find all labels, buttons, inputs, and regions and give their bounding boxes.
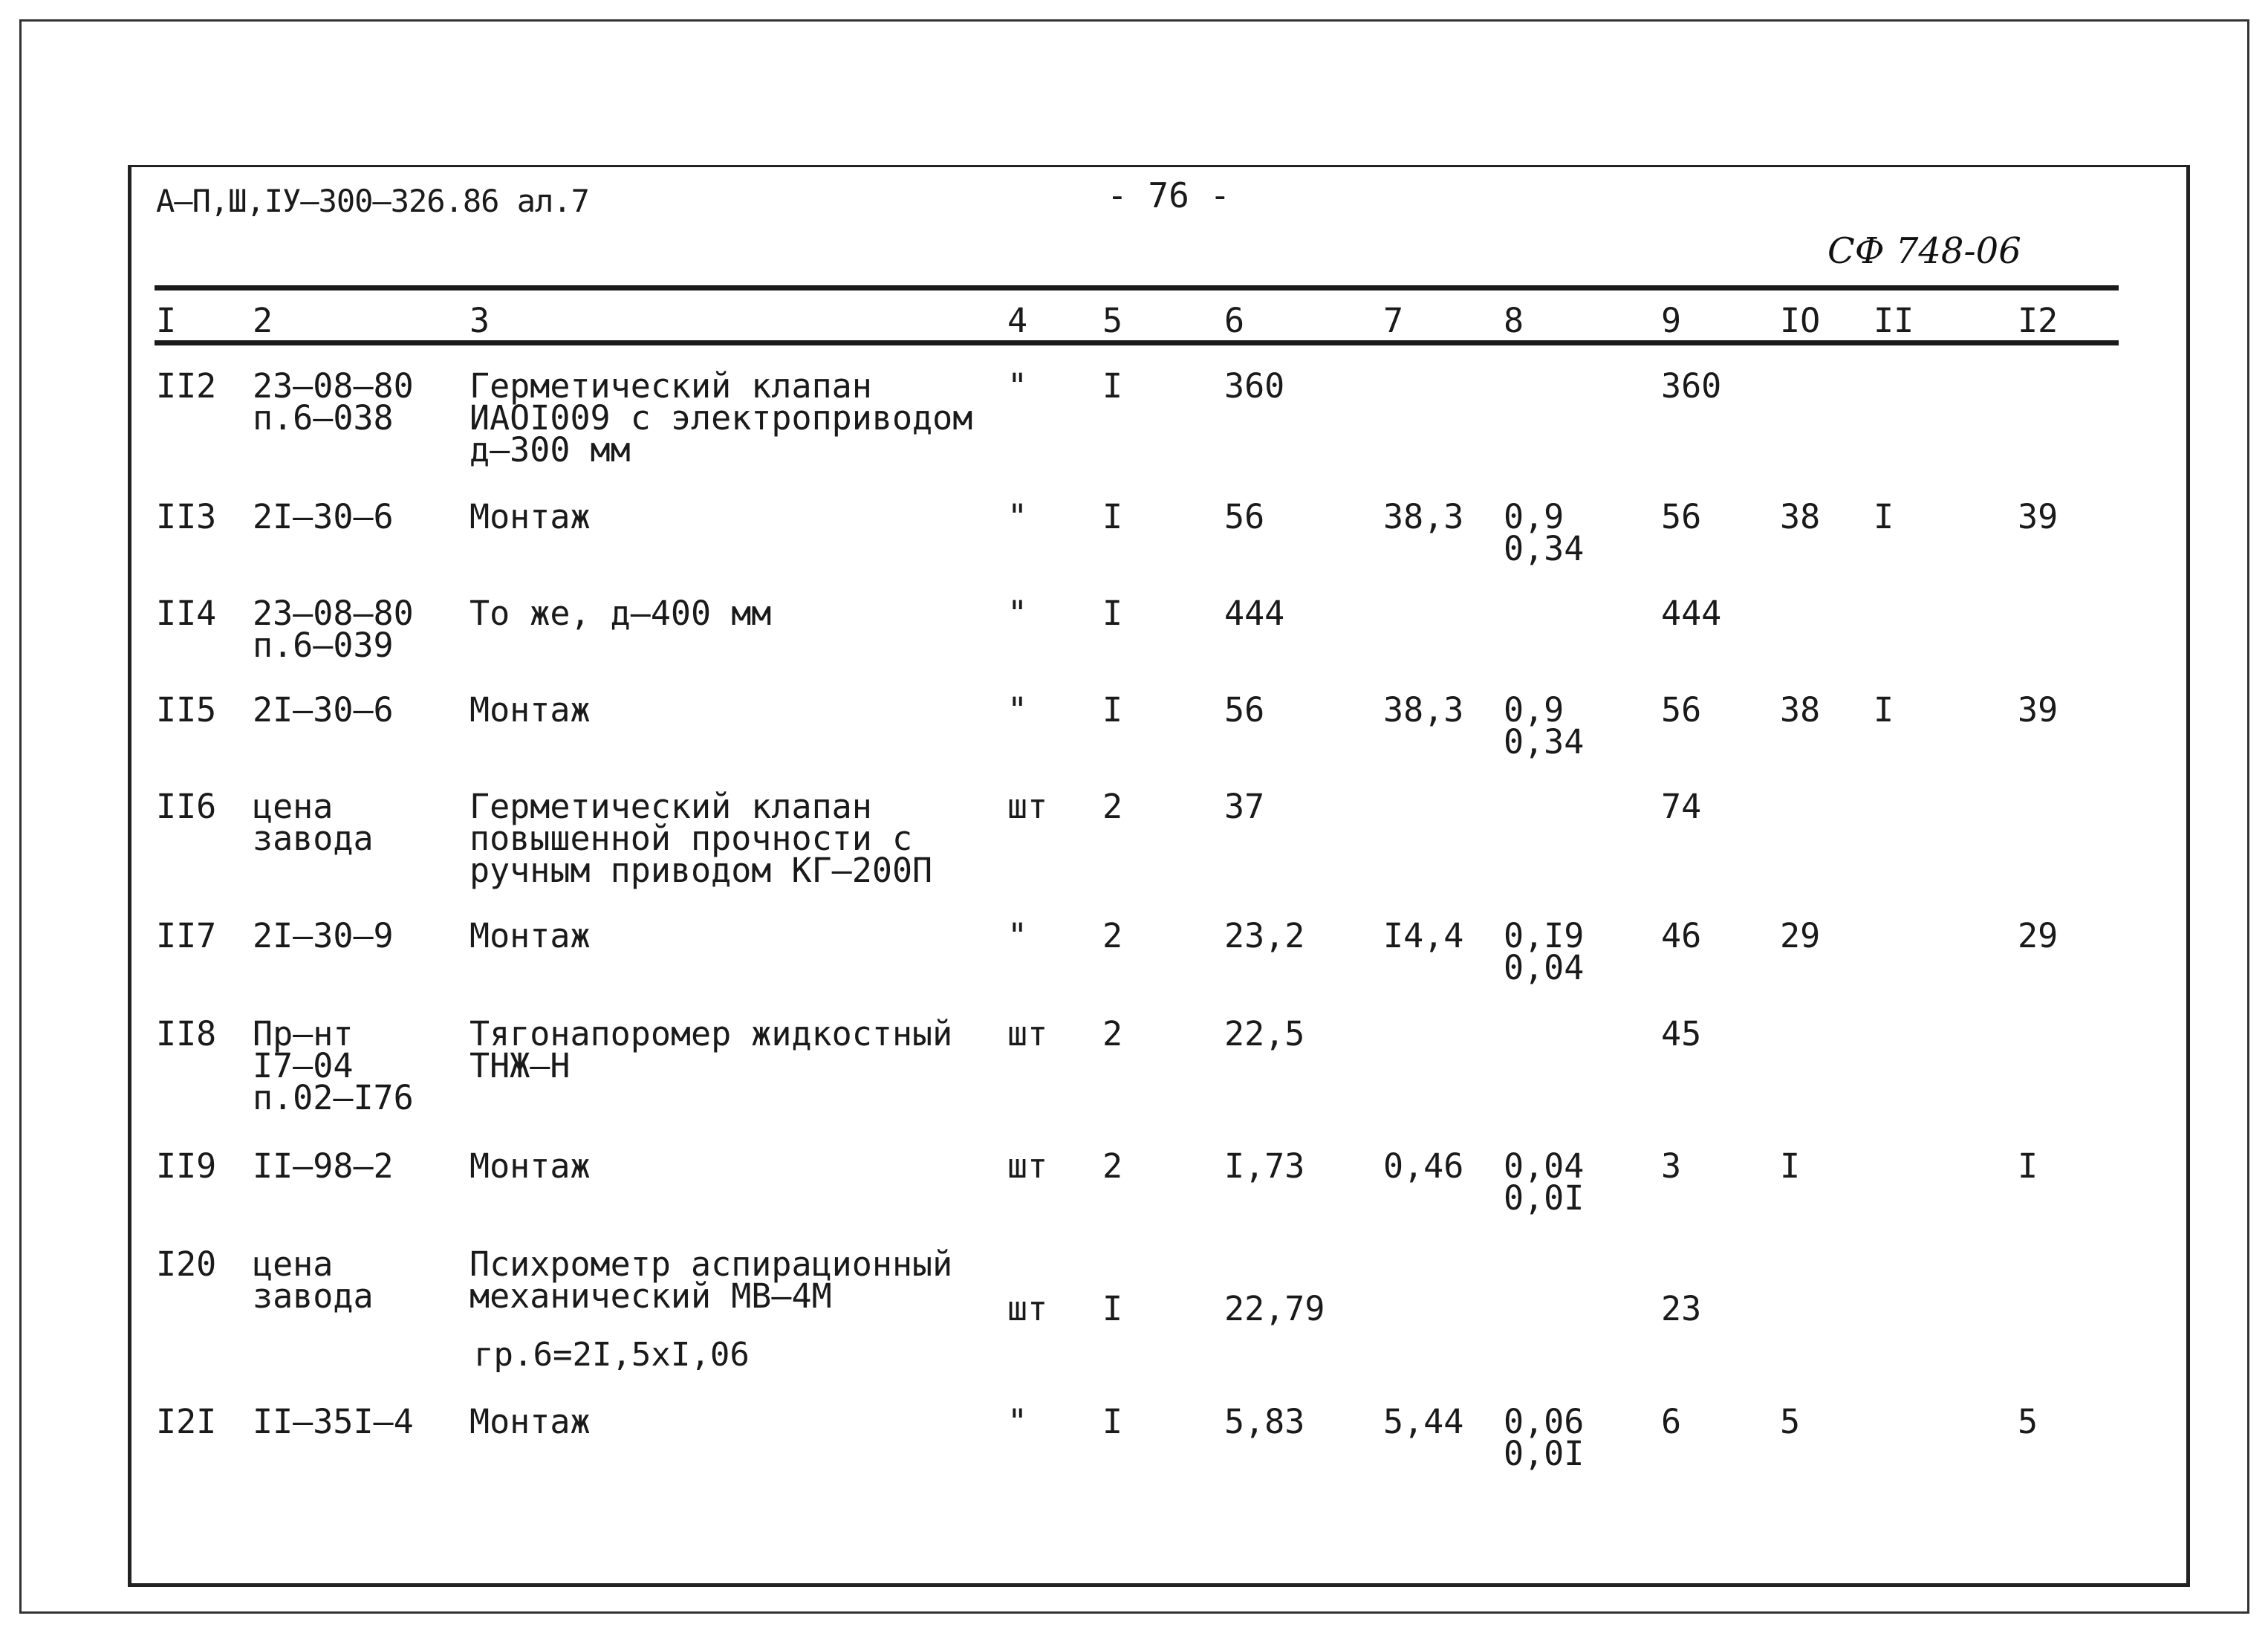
machine-cost: 0,06 0,0I xyxy=(1504,1402,1585,1473)
quantity: I xyxy=(1102,594,1123,633)
col-12: 39 xyxy=(2018,690,2059,730)
quantity: I xyxy=(1102,497,1123,536)
row-number: II2 xyxy=(156,366,217,406)
quantity: 2 xyxy=(1102,1146,1123,1186)
total-cost: 3 xyxy=(1661,1146,1682,1186)
item-name: Монтаж xyxy=(469,690,591,730)
row-number: II9 xyxy=(156,1146,217,1186)
quantity: 2 xyxy=(1102,1014,1123,1054)
table-top-rule xyxy=(155,285,2119,290)
unit: шт xyxy=(1007,1146,1048,1186)
column-header-8: 8 xyxy=(1504,301,1524,340)
document-frame xyxy=(128,165,2190,1587)
row-number: II7 xyxy=(156,916,217,955)
column-header-5: 5 xyxy=(1102,301,1123,340)
unit-price: 23,2 xyxy=(1224,916,1305,955)
col-11: I xyxy=(1874,497,1894,536)
unit: шт xyxy=(1007,1014,1048,1054)
handwritten-stamp: СФ 748-06 xyxy=(1827,230,2021,272)
wage: 0,46 xyxy=(1383,1146,1464,1186)
unit: " xyxy=(1007,366,1028,406)
unit: шт xyxy=(1007,787,1048,826)
wage: I4,4 xyxy=(1383,916,1464,955)
page-number: - 76 - xyxy=(1107,175,1231,215)
machine-cost: 0,04 0,0I xyxy=(1504,1146,1585,1218)
unit-price: 37 xyxy=(1224,787,1265,826)
unit-price: 56 xyxy=(1224,690,1265,730)
quantity: I xyxy=(1102,366,1123,406)
unit: " xyxy=(1007,594,1028,633)
col-10: 5 xyxy=(1780,1402,1801,1441)
rate-code: II–35I–4 xyxy=(253,1402,414,1441)
rate-code: 23–08–80 п.6–038 xyxy=(253,366,414,438)
col-11: I xyxy=(1874,690,1894,730)
rate-code: цена завода xyxy=(253,1244,374,1316)
calculation-note: гр.6=2I,5хI,06 xyxy=(474,1336,750,1374)
item-name: Монтаж xyxy=(469,1146,591,1186)
item-name: Монтаж xyxy=(469,916,591,955)
unit-price: 360 xyxy=(1224,366,1285,406)
col-10: 38 xyxy=(1780,497,1821,536)
item-name: Психрометр аспирационный механический МВ–4М xyxy=(469,1244,953,1316)
wage: 38,3 xyxy=(1383,690,1464,730)
total-cost: 23 xyxy=(1661,1289,1702,1328)
rate-code: II–98–2 xyxy=(253,1146,394,1186)
machine-cost: 0,9 0,34 xyxy=(1504,690,1585,762)
column-header-1: I xyxy=(156,301,177,340)
column-header-2: 2 xyxy=(253,301,273,340)
col-12: 29 xyxy=(2018,916,2059,955)
row-number: II3 xyxy=(156,497,217,536)
quantity: I xyxy=(1102,690,1123,730)
column-header-6: 6 xyxy=(1224,301,1245,340)
row-number: I20 xyxy=(156,1244,217,1284)
rate-code: 23–08–80 п.6–039 xyxy=(253,594,414,665)
col-10: I xyxy=(1780,1146,1801,1186)
col-10: 29 xyxy=(1780,916,1821,955)
total-cost: 360 xyxy=(1661,366,1722,406)
wage: 38,3 xyxy=(1383,497,1464,536)
column-header-9: 9 xyxy=(1661,301,1682,340)
rate-code: 2I–30–6 xyxy=(253,690,394,730)
column-header-11: II xyxy=(1874,301,1914,340)
row-number: II5 xyxy=(156,690,217,730)
rate-code: цена завода xyxy=(253,787,374,858)
quantity: I xyxy=(1102,1402,1123,1441)
rate-code: 2I–30–9 xyxy=(253,916,394,955)
total-cost: 56 xyxy=(1661,497,1702,536)
unit-price: 56 xyxy=(1224,497,1265,536)
total-cost: 56 xyxy=(1661,690,1702,730)
unit-price: 22,5 xyxy=(1224,1014,1305,1054)
unit: " xyxy=(1007,1402,1028,1441)
unit: " xyxy=(1007,916,1028,955)
item-name: Тягонапоромер жидкостный ТНЖ–Н xyxy=(469,1014,953,1085)
col-12: I xyxy=(2018,1146,2038,1186)
total-cost: 46 xyxy=(1661,916,1702,955)
rate-code: 2I–30–6 xyxy=(253,497,394,536)
column-header-4: 4 xyxy=(1007,301,1028,340)
machine-cost: 0,9 0,34 xyxy=(1504,497,1585,568)
item-name: То же, д–400 мм xyxy=(469,594,772,633)
col-10: 38 xyxy=(1780,690,1821,730)
row-number: II6 xyxy=(156,787,217,826)
unit: шт xyxy=(1007,1289,1048,1328)
total-cost: 74 xyxy=(1661,787,1702,826)
document-code: А–П,Ш,IУ–300–326.86 ал.7 xyxy=(156,183,589,219)
unit: " xyxy=(1007,690,1028,730)
col-12: 5 xyxy=(2018,1402,2038,1441)
column-header-7: 7 xyxy=(1383,301,1404,340)
rate-code: Пр–нт I7–04 п.02–I76 xyxy=(253,1014,414,1117)
item-name: Монтаж xyxy=(469,1402,591,1441)
unit-price: 22,79 xyxy=(1224,1289,1325,1328)
item-name: Монтаж xyxy=(469,497,591,536)
column-header-3: 3 xyxy=(469,301,490,340)
item-name: Герметический клапан повышенной прочности с ручным приводом КГ–200П xyxy=(469,787,933,890)
quantity: 2 xyxy=(1102,916,1123,955)
row-number: II4 xyxy=(156,594,217,633)
total-cost: 45 xyxy=(1661,1014,1702,1054)
unit-price: 444 xyxy=(1224,594,1285,633)
column-header-12: I2 xyxy=(2018,301,2059,340)
unit: " xyxy=(1007,497,1028,536)
machine-cost: 0,I9 0,04 xyxy=(1504,916,1585,987)
row-number: I2I xyxy=(156,1402,217,1441)
table-header-rule xyxy=(155,340,2119,345)
wage: 5,44 xyxy=(1383,1402,1464,1441)
quantity: I xyxy=(1102,1289,1123,1328)
item-name: Герметический клапан ИАОI009 с электроприводом д–300 мм xyxy=(469,366,973,470)
column-header-10: IO xyxy=(1780,301,1821,340)
quantity: 2 xyxy=(1102,787,1123,826)
col-12: 39 xyxy=(2018,497,2059,536)
unit-price: I,73 xyxy=(1224,1146,1305,1186)
row-number: II8 xyxy=(156,1014,217,1054)
unit-price: 5,83 xyxy=(1224,1402,1305,1441)
total-cost: 6 xyxy=(1661,1402,1682,1441)
total-cost: 444 xyxy=(1661,594,1722,633)
